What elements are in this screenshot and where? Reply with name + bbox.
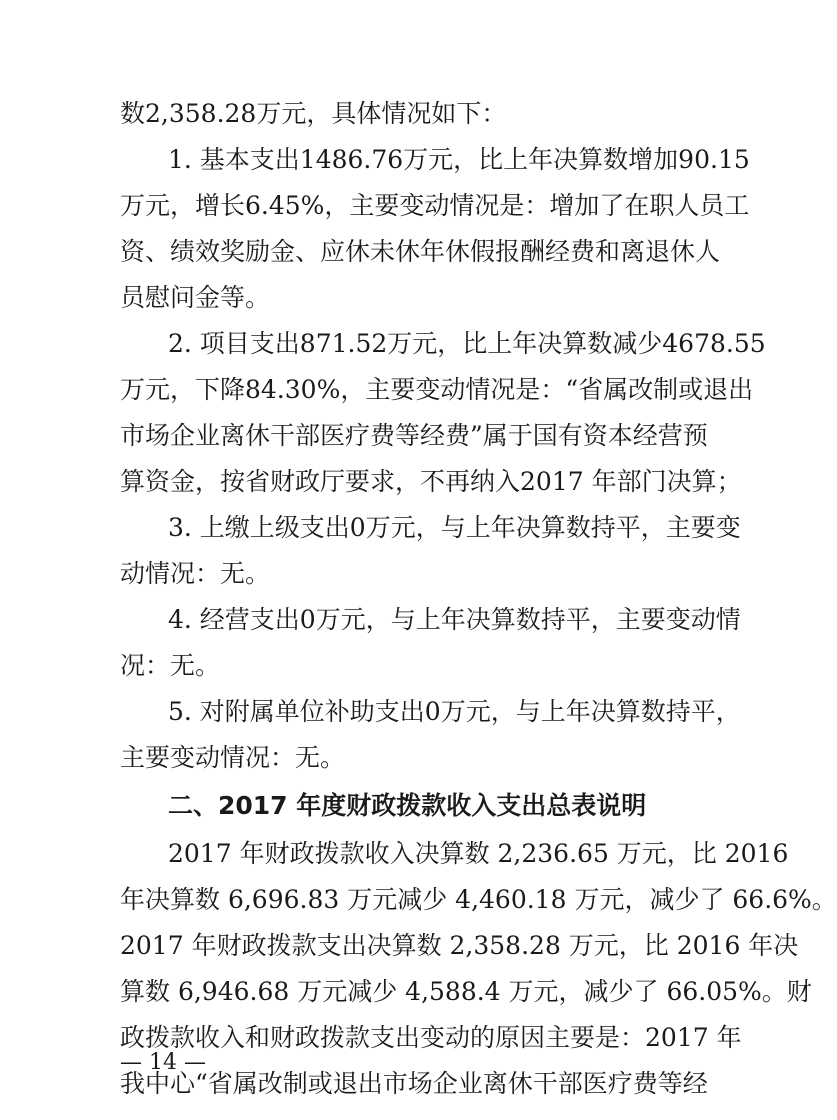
paragraph-line: 年决算数 6,696.83 万元减少 4,460.18 万元，减少了 66.6%。 [120, 885, 837, 914]
paragraph-line: 资、绩效奖励金、应休未休年休假报酬经费和离退休人 [120, 237, 721, 266]
paragraph-line: 况：无。 [120, 651, 221, 680]
paragraph-line: 数2,358.28万元，具体情况如下： [120, 99, 507, 128]
paragraph-line: 市场企业离休干部医疗费等经费”属于国有资本经营预 [120, 421, 708, 450]
paragraph-line: 2. 项目支出871.52万元，比上年决算数减少4678.55 [168, 329, 766, 358]
paragraph-line: 我中心“省属改制或退出市场企业离休干部医疗费等经 [120, 1069, 708, 1098]
paragraph-line: 万元，下降84.30%，主要变动情况是：“省属改制或退出 [120, 375, 754, 404]
paragraph-line: 算资金，按省财政厅要求，不再纳入2017 年部门决算； [120, 467, 742, 496]
paragraph-line: 3. 上缴上级支出0万元，与上年决算数持平，主要变 [168, 513, 741, 542]
paragraph-line: 动情况：无。 [120, 559, 271, 588]
paragraph-line: 1. 基本支出1486.76万元，比上年决算数增加90.15 [168, 145, 750, 174]
paragraph-line: 政拨款收入和财政拨款支出变动的原因主要是：2017 年 [120, 1023, 742, 1052]
section-heading: 二、2017 年度财政拨款收入支出总表说明 [168, 791, 647, 820]
paragraph-line: 4. 经营支出0万元，与上年决算数持平，主要变动情 [168, 605, 741, 634]
paragraph-line: 2017 年财政拨款收入决算数 2,236.65 万元，比 2016 [168, 839, 789, 868]
page-number: — 14 — [120, 1050, 206, 1075]
paragraph-line: 算数 6,946.68 万元减少 4,588.4 万元，减少了 66.05%。财 [120, 977, 812, 1006]
paragraph-line: 2017 年财政拨款支出决算数 2,358.28 万元，比 2016 年决 [120, 931, 799, 960]
paragraph-line: 主要变动情况：无。 [120, 743, 346, 772]
paragraph-line: 5. 对附属单位补助支出0万元，与上年决算数持平， [168, 697, 741, 726]
paragraph-line: 员慰问金等。 [120, 283, 271, 312]
paragraph-line: 万元，增长6.45%，主要变动情况是：增加了在职人员工 [120, 191, 750, 220]
